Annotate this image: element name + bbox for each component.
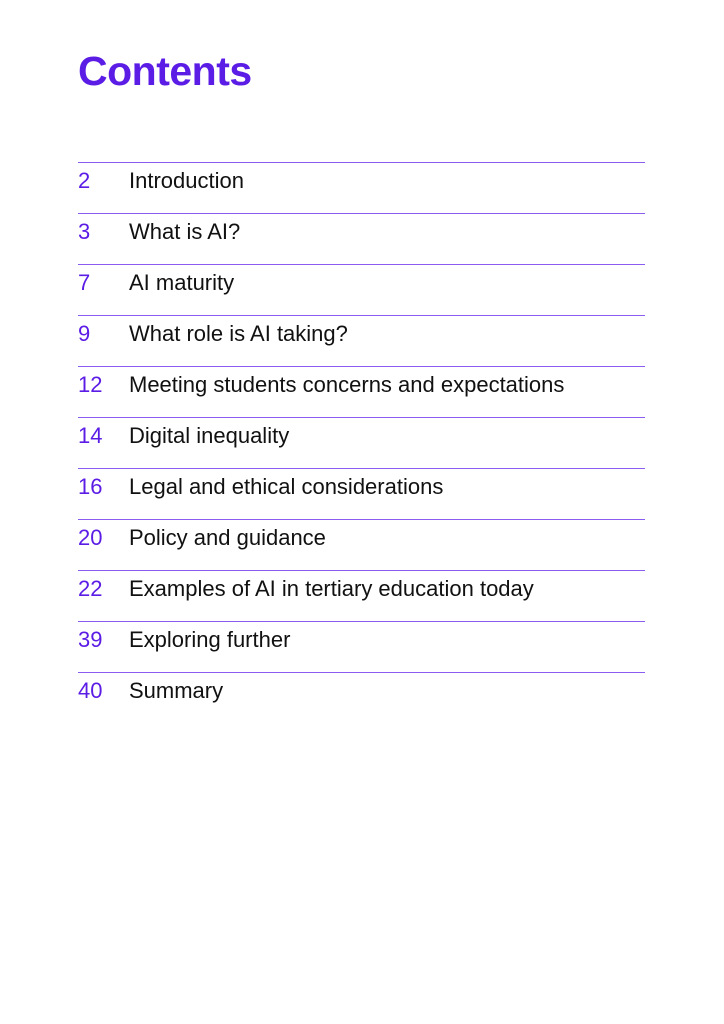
toc-page-number: 22 [78, 576, 103, 601]
toc-entry-label: Examples of AI in tertiary education today [129, 576, 534, 601]
toc-entry-legal-and-ethical[interactable] [78, 468, 645, 519]
toc-entry-label: AI maturity [129, 270, 235, 295]
toc-page-number: 2 [78, 168, 91, 193]
toc-page-number: 16 [78, 474, 103, 499]
toc-entry-label: Legal and ethical considerations [129, 474, 444, 499]
toc-entry-label: Meeting students concerns and expectations [129, 372, 565, 397]
toc-entry-what-role-is-ai-taking[interactable] [78, 315, 645, 366]
toc-page-number: 7 [78, 270, 91, 295]
toc-entry-label: Digital inequality [129, 423, 290, 448]
page-title: Contents [78, 48, 252, 94]
toc-entry-summary[interactable] [78, 672, 645, 723]
toc-page-number: 3 [78, 219, 91, 244]
toc-entry-digital-inequality[interactable] [78, 417, 645, 468]
toc-page-number: 20 [78, 525, 103, 550]
toc-page-number: 12 [78, 372, 103, 397]
toc-entry-label: Introduction [129, 168, 244, 193]
toc-entry-introduction[interactable] [78, 162, 645, 213]
toc-entry-label: Exploring further [129, 627, 291, 652]
toc-entry-ai-maturity[interactable] [78, 264, 645, 315]
toc-entry-label: Summary [129, 678, 224, 703]
toc-entry-meeting-students-concerns[interactable] [78, 366, 645, 417]
toc-entry-examples-of-ai[interactable] [78, 570, 645, 621]
toc-page-number: 39 [78, 627, 103, 652]
toc-entry-label: Policy and guidance [129, 525, 326, 550]
table-of-contents [78, 162, 645, 723]
toc-page-number: 9 [78, 321, 91, 346]
toc-entry-what-is-ai[interactable] [78, 213, 645, 264]
toc-page-number: 40 [78, 678, 103, 703]
toc-entry-exploring-further[interactable] [78, 621, 645, 672]
toc-entry-label: What is AI? [129, 219, 241, 244]
toc-entry-policy-and-guidance[interactable] [78, 519, 645, 570]
toc-entry-label: What role is AI taking? [129, 321, 348, 346]
toc-page-number: 14 [78, 423, 103, 448]
